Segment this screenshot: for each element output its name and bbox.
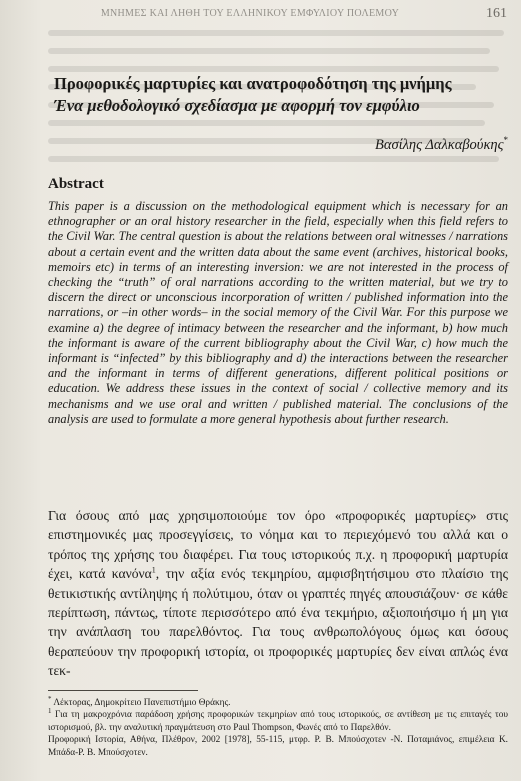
abstract-heading: Abstract	[48, 176, 104, 192]
author-footnote-mark: *	[503, 135, 508, 145]
page-header	[0, 0, 521, 30]
running-head: ΜΝΗΜΕΣ ΚΑΙ ΛΗΘΗ ΤΟΥ ΕΛΛΗΝΙΚΟΥ ΕΜΦΥΛΙΟΥ ΠΟΛΕΜΟΥ	[100, 8, 400, 19]
abstract-text: This paper is a discussion on the methodological equipment which is necessary for an ethnographer or an oral history researcher in the field, especially when this field refers to the Civil War. The central question is about the relations between oral witnesses / narrations about a certain event and the written data about the same event (archives, historical books, memoirs etc) in terms of an interesting inversion: we are not interested in the process of checking the “truth” of oral narrations according to the written material, but we try to discern the direct or unconscious incorporation of written / published information into the narrations, or –in other words– in the social memory of the Civil War. For this purpose we examine a) the degree of intimacy between the researcher and the informant, b) how much the informant is aware of the current bibliography about the Civil War, c) how much the informant is “infected” by this bibliography and d) the interactions between the researcher and the informant in terms of different generations, different political positions or education. We address these issues in the context of social / collective memory and its mechanisms and we use oral and written / published material. The conclusions of the analysis are used to formulate a more general hypothesis about further research.	[48, 199, 508, 426]
footnote-1-continued: Προφορική Ιστορία, Αθήνα, Πλέθρον, 2002 [1978], 55-115, μτφρ. Ρ. Β. Μπούσχοτεν -Ν. Ποταμιάνος, επιμέλεια Κ. Μπάδα-Ρ. Β. Μπούσχοτεν.	[48, 735, 508, 758]
footnote-star	[48, 694, 508, 709]
footnote-separator	[48, 690, 198, 691]
body-text-part-2: , την αξία ενός τεκμηρίου, αμφισβητήσιμου στο πλαίσιο της θετικιστικής αντίληψης ή πολύτιμου, όταν οι γραπτές πηγές απουσιάζουν· σε κάθε περίπτωση, πάντως, τίποτε περισσότερο από ένα τεκμήριο, αξιοποιήσιμο ή μη για την ανάπλαση του παρελθόντος. Για τους ανθρωπολόγους όμως και όσους θεραπεύουν την προφορική ιστορία, οι προφορικές μαρτυρίες δεν είναι απλώς ένα τεκ-	[48, 566, 509, 679]
footnote-1	[48, 709, 508, 734]
footnote-1-mark: 1	[48, 707, 52, 716]
title-line-2: Ένα μεθοδολογικό σχεδίασμα με αφορμή τον εμφύλιο	[54, 96, 420, 115]
page-number: 161	[486, 6, 507, 21]
footnote-ref-1: 1	[151, 565, 156, 575]
footnote-star-text: Λέκτορας, Δημοκρίτειο Πανεπιστήμιο Θράκης.	[53, 698, 231, 708]
footnote-1-text: Για τη μακροχρόνια παράδοση χρήσης προφορικών τεκμηρίων από τους ιστορικούς, σε αντίθεση με τις επιταγές του ιστορισμού, βλ. την αναλυτική πραγμάτευση στο Paul Thompson, Φωνές από το Παρελθόν.	[48, 710, 508, 733]
body-paragraph	[48, 506, 508, 681]
footnote-star-mark: *	[48, 694, 52, 703]
article-title	[54, 73, 504, 117]
footnotes	[48, 694, 508, 759]
title-line-1: Προφορικές μαρτυρίες και ανατροφοδότηση της μνήμης	[54, 74, 452, 93]
author-name: Βασίλης Δαλκαβούκης	[374, 136, 504, 153]
body-text-part-1: Για όσους από μας χρησιμοποιούμε τον όρο «προφορικές μαρτυρίες» στις επιστημονικές μας προσεγγίσεις, το νόημα και το περιεχόμενό του αλλά και ο τρόπος της χρήσης του διαφέρει. Για τους ιστορικούς π.χ. η προφορική μαρτυρία έχει, κατά κανόνα	[48, 508, 508, 582]
author-byline	[310, 135, 508, 154]
